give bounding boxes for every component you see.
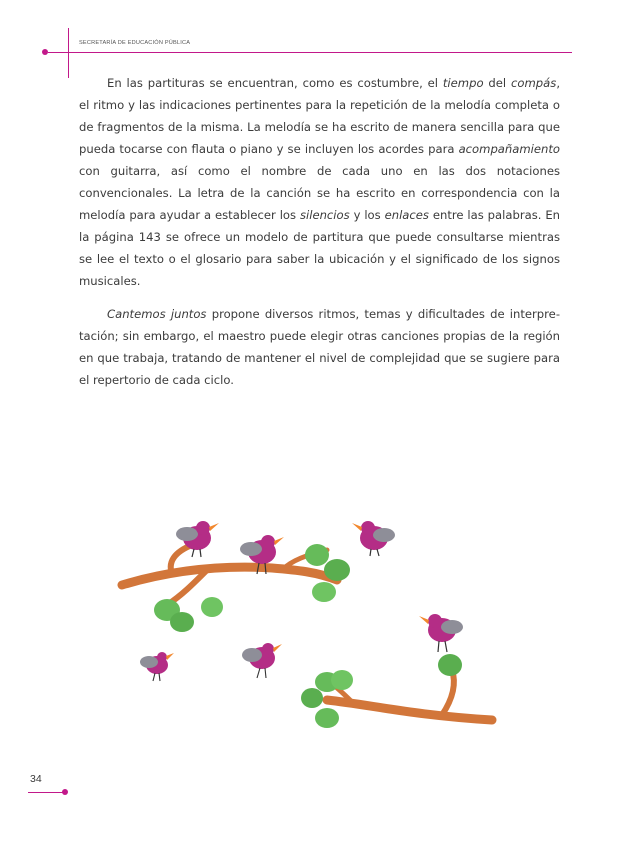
text-run: , el ritmo y las indicaciones pertinentes para la repetición de la melodía completa o de fragmentos de la misma. La melodía se ha escrito de manera sencilla para que pueda tocarse con flauta o piano y se incluyen los acordes para [79, 76, 560, 156]
header-dot-ornament [42, 49, 48, 55]
header-horizontal-rule [48, 52, 572, 53]
paragraph [79, 303, 560, 391]
header-vertical-rule [68, 28, 69, 78]
text-run: En las partituras se encuentran, como es costumbre, el [107, 76, 443, 90]
branch-upper [122, 543, 350, 632]
paragraph [79, 72, 560, 292]
bird [140, 652, 174, 681]
branch-lower-twig-1 [442, 670, 454, 715]
italic-term: acompañamiento [458, 142, 560, 156]
branch-lower [301, 654, 492, 728]
leaf [305, 544, 329, 566]
leaf [331, 670, 353, 690]
italic-term: compás [511, 76, 557, 90]
italic-term: enlaces [384, 208, 429, 222]
leaf [324, 559, 350, 581]
leaf [315, 708, 339, 728]
page-number: 34 [30, 773, 42, 785]
italic-term: silencios [299, 208, 350, 222]
branch-upper-limb [122, 567, 337, 585]
bird [419, 614, 463, 652]
birds-on-branches-illustration [112, 510, 502, 740]
text-run: del [483, 76, 512, 90]
bird [242, 643, 282, 678]
italic-term: tiempo [442, 76, 484, 90]
footer-dot-ornament [62, 789, 68, 795]
leaf [170, 612, 194, 632]
italic-term: Cantemos juntos [107, 307, 207, 321]
bird [352, 521, 395, 556]
footer-rule [28, 792, 66, 793]
leaf [301, 688, 323, 708]
body-text [79, 72, 560, 391]
leaf [438, 654, 462, 676]
text-run: entre las palabras. En la página 143 se ofrece un modelo de partitura que puede consultarse mientras se lee el texto o el glosario para saber la ubicación y el significado de los signos musicales. [79, 208, 561, 288]
text-run: propone diversos ritmos, temas y dificultades de interpretación; sin embargo, el maestro puede elegir otras canciones propias de la región en que trabaja, tratando de mantener el nivel de complejidad que se sugiere para el repertorio de cada ciclo. [79, 307, 561, 387]
text-run: y los [349, 208, 385, 222]
running-header: SECRETARÍA DE EDUCACIÓN PÚBLICA [79, 40, 191, 46]
leaf [201, 597, 223, 617]
text-run: con guitarra, así como el nombre de cada uno en las dos notaciones convencionales. La letra de la canción se ha escrito en correspondencia con la melodía para ayudar a establecer los [79, 164, 560, 222]
leaf [312, 582, 336, 602]
